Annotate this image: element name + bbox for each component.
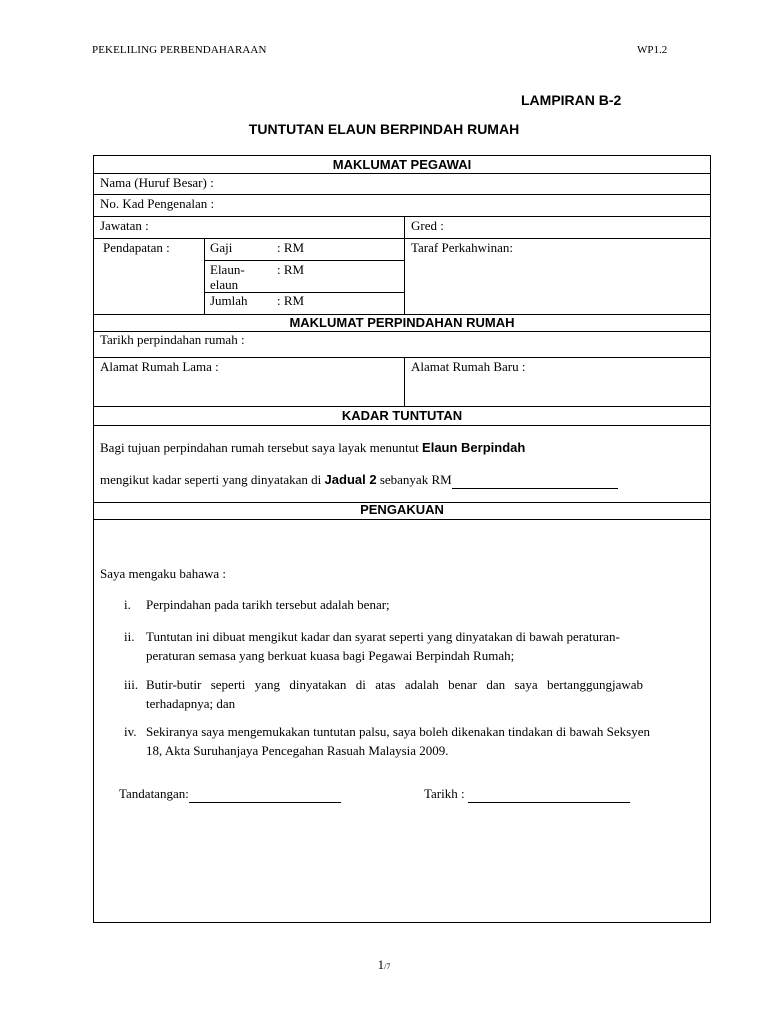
signature-field[interactable] — [189, 786, 341, 803]
kadar-line-1 — [100, 440, 525, 456]
declaration-item — [146, 627, 706, 665]
item-number: i. — [124, 597, 131, 612]
field-nama[interactable]: Nama (Huruf Besar) : — [100, 175, 214, 190]
page-number — [0, 957, 768, 973]
section-heading-pengakuan: PENGAKUAN — [360, 502, 444, 517]
kadar-line-2 — [100, 472, 618, 489]
kadar-line-1-text: Bagi tujuan perpindahan rumah tersebut saya layak menuntut — [100, 440, 423, 455]
field-gred[interactable]: Gred : — [411, 218, 444, 233]
field-kad-pengenalan[interactable]: No. Kad Pengenalan : — [100, 196, 215, 211]
kadar-line-2-text: mengikut kadar seperti yang dinyatakan di — [100, 472, 325, 487]
signature-row — [119, 786, 341, 803]
declaration-line: Perpindahan pada tarikh tersebut adalah benar; — [146, 597, 390, 612]
field-gaji-rm[interactable]: : RM — [277, 240, 305, 255]
claim-form — [93, 155, 711, 923]
tarikh-label: Tarikh : — [424, 786, 465, 801]
tandatangan-label: Tandatangan: — [119, 786, 189, 801]
page-current: 1 — [377, 957, 385, 972]
declaration-item — [146, 675, 706, 713]
label-elaun-2: elaun — [210, 277, 239, 292]
item-number: ii. — [124, 629, 135, 644]
field-jumlah-rm[interactable]: : RM — [277, 293, 305, 308]
lampiran-label: LAMPIRAN B-2 — [521, 92, 622, 108]
section-heading-perpindahan: MAKLUMAT PERPINDAHAN RUMAH — [289, 315, 515, 330]
declaration-item — [146, 595, 698, 614]
amount-blank-field[interactable] — [452, 472, 618, 489]
field-taraf-perkahwinan[interactable]: Taraf Perkahwinan: — [411, 240, 513, 255]
field-pendapatan: Pendapatan : — [103, 240, 170, 255]
label-jumlah: Jumlah — [210, 293, 248, 308]
kadar-elaun-berpindah: Elaun Berpindah — [422, 440, 526, 455]
section-heading-pegawai: MAKLUMAT PEGAWAI — [332, 157, 472, 172]
header-left: PEKELILING PERBENDAHARAAN — [92, 44, 267, 56]
declaration-line: 18, Akta Suruhanjaya Pencegahan Rasuah Malaysia 2009. — [146, 743, 449, 758]
item-number: iv. — [124, 724, 137, 739]
field-tarikh-perpindahan[interactable]: Tarikh perpindahan rumah : — [100, 332, 245, 347]
declaration-line: terhadapnya; dan — [146, 696, 236, 711]
date-field[interactable] — [468, 786, 630, 803]
section-heading-kadar: KADAR TUNTUTAN — [341, 408, 463, 423]
header-right: WP1.2 — [637, 44, 668, 56]
pengakuan-intro: Saya mengaku bahawa : — [100, 566, 226, 581]
date-row — [424, 786, 630, 803]
field-jawatan[interactable]: Jawatan : — [100, 218, 149, 233]
page-total: /7 — [384, 962, 391, 971]
declaration-line: Sekiranya saya mengemukakan tuntutan palsu, saya boleh dikenakan tindakan di bawah Seksyen — [146, 724, 650, 739]
declaration-line: peraturan semasa yang berkuat kuasa bagi Pegawai Berpindah Rumah; — [146, 648, 515, 663]
item-number: iii. — [124, 677, 139, 692]
label-gaji: Gaji — [210, 240, 233, 255]
kadar-sebanyak-rm: sebanyak RM — [376, 472, 452, 487]
declaration-line: Butir-butir seperti yang dinyatakan di atas adalah benar dan saya bertanggungjawab — [146, 677, 643, 692]
field-elaun-rm[interactable]: : RM — [277, 262, 305, 277]
field-alamat-lama[interactable]: Alamat Rumah Lama : — [100, 359, 219, 374]
label-elaun-1: Elaun- — [210, 262, 245, 277]
declaration-line: Tuntutan ini dibuat mengikut kadar dan syarat seperti yang dinyatakan di bawah peraturan- — [146, 629, 620, 644]
field-alamat-baru[interactable]: Alamat Rumah Baru : — [411, 359, 526, 374]
form-title: TUNTUTAN ELAUN BERPINDAH RUMAH — [248, 121, 520, 137]
declaration-item — [146, 722, 706, 760]
kadar-jadual-2: Jadual 2 — [324, 472, 377, 487]
